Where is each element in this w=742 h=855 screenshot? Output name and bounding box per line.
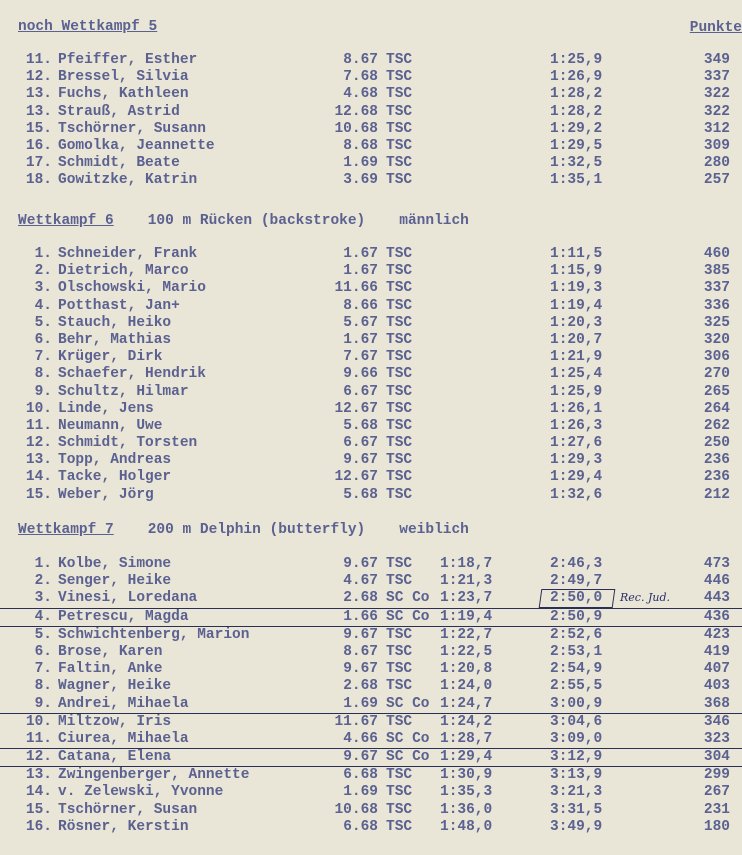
rank: 6. [34, 331, 52, 348]
final-time: 2:53,1 [550, 643, 603, 660]
rank: 1. [34, 556, 52, 572]
points-column-header: Punkte [689, 20, 742, 36]
result-row [0, 384, 742, 401]
birth-date: 2.68 [343, 590, 378, 607]
birth-date: 5.68 [343, 417, 378, 434]
points: 250 [703, 435, 730, 452]
club: TSC [386, 280, 413, 297]
athlete-name: Zwingenberger, Annette [58, 767, 250, 784]
final-time: 1:29,3 [550, 452, 603, 469]
final-time: 2:46,3 [550, 556, 603, 572]
rank: 13. [25, 86, 52, 103]
final-time: 1:11,5 [550, 246, 603, 262]
final-time: 3:00,9 [550, 695, 603, 712]
final-time: 3:21,3 [550, 784, 603, 801]
section-title: Wettkampf 6 100 m Rücken (backstroke) männlich [18, 213, 469, 229]
result-row [0, 714, 742, 731]
birth-date: 1.69 [343, 784, 378, 801]
final-time: 3:04,6 [550, 713, 603, 730]
club: TSC [386, 103, 413, 120]
results-list [0, 52, 742, 190]
athlete-name: Kolbe, Simone [58, 556, 172, 572]
rank: 8. [34, 678, 52, 695]
result-row [0, 644, 742, 661]
club: SC Co [386, 730, 430, 747]
points: 309 [703, 137, 730, 154]
club: SC Co [386, 590, 430, 607]
split-time: 1:19,4 [440, 608, 493, 625]
rank: 16. [25, 818, 52, 835]
result-row [0, 573, 742, 590]
split-time: 1:18,7 [440, 556, 493, 572]
athlete-name: Schmidt, Torsten [58, 435, 198, 452]
athlete-name: Neumann, Uwe [58, 417, 163, 434]
handwritten-record-box [539, 589, 616, 608]
athlete-name: Gomolka, Jeannette [58, 137, 215, 154]
final-time: 1:29,4 [550, 469, 603, 486]
club: TSC [386, 713, 413, 730]
club: TSC [386, 643, 413, 660]
rank: 3. [34, 280, 52, 297]
result-row [0, 349, 742, 366]
athlete-name: Schwichtenberg, Marion [58, 626, 250, 643]
birth-date: 3.69 [343, 172, 378, 189]
birth-date: 11.66 [334, 280, 378, 297]
club: TSC [386, 469, 413, 486]
final-time: 1:29,5 [550, 137, 603, 154]
athlete-name: Faltin, Anke [58, 661, 163, 678]
birth-date: 5.67 [343, 314, 378, 331]
athlete-name: Gowitzke, Katrin [58, 172, 198, 189]
birth-date: 5.68 [343, 486, 378, 503]
result-row [0, 138, 742, 155]
birth-date: 8.68 [343, 137, 378, 154]
rank: 5. [34, 626, 52, 643]
result-row [0, 469, 742, 486]
result-row [0, 767, 742, 784]
points: 436 [703, 608, 730, 625]
final-time: 1:35,1 [550, 172, 603, 189]
final-time: 1:21,9 [550, 349, 603, 366]
split-time: 1:48,0 [440, 818, 493, 835]
handwritten-note: Rec. Jud. [620, 591, 670, 604]
final-time: 1:28,2 [550, 103, 603, 120]
athlete-name: Linde, Jens [58, 400, 154, 417]
result-row [0, 819, 742, 836]
final-time: 1:19,3 [550, 280, 603, 297]
points: 419 [703, 643, 730, 660]
athlete-name: Rösner, Kerstin [58, 818, 189, 835]
birth-date: 9.67 [343, 452, 378, 469]
final-time: 1:29,2 [550, 120, 603, 137]
points: 231 [703, 801, 730, 818]
result-row [0, 155, 742, 172]
rank: 9. [34, 383, 52, 400]
result-row [0, 280, 742, 297]
athlete-name: Schultz, Hilmar [58, 383, 189, 400]
result-row [0, 452, 742, 469]
final-time: 3:31,5 [550, 801, 603, 818]
rank: 14. [25, 469, 52, 486]
club: TSC [386, 155, 413, 172]
result-row [0, 246, 742, 263]
athlete-name: Schneider, Frank [58, 246, 198, 262]
club: TSC [386, 486, 413, 503]
result-row [0, 121, 742, 138]
birth-date: 8.66 [343, 297, 378, 314]
rank: 12. [25, 435, 52, 452]
split-time: 1:28,7 [440, 730, 493, 747]
final-time: 1:20,7 [550, 331, 603, 348]
rank: 12. [25, 69, 52, 86]
result-row [0, 802, 742, 819]
rank: 4. [34, 297, 52, 314]
final-time: 1:27,6 [550, 435, 603, 452]
birth-date: 1.66 [343, 608, 378, 625]
athlete-name: Weber, Jörg [58, 486, 154, 503]
rank: 1. [34, 246, 52, 262]
birth-date: 12.67 [334, 469, 378, 486]
points: 337 [703, 280, 730, 297]
rank: 4. [34, 608, 52, 625]
final-time: 3:09,0 [550, 730, 603, 747]
athlete-name: Olschowski, Mario [58, 280, 206, 297]
rank: 15. [25, 801, 52, 818]
split-time: 1:30,9 [440, 767, 493, 784]
club: TSC [386, 297, 413, 314]
result-row [0, 69, 742, 86]
result-row [0, 332, 742, 349]
points: 267 [703, 784, 730, 801]
final-time: 3:49,9 [550, 818, 603, 835]
result-row [0, 104, 742, 121]
athlete-name: Dietrich, Marco [58, 263, 189, 280]
points: 322 [703, 86, 730, 103]
result-row [0, 435, 742, 452]
athlete-name: Behr, Mathias [58, 331, 172, 348]
section-title: noch Wettkampf 5 [18, 19, 158, 35]
birth-date: 4.68 [343, 86, 378, 103]
result-row [0, 784, 742, 801]
points: 336 [703, 297, 730, 314]
athlete-name: Tschörner, Susan [58, 801, 198, 818]
points: 304 [703, 749, 730, 766]
rank: 7. [34, 349, 52, 366]
points: 460 [703, 246, 730, 262]
result-row [0, 749, 742, 767]
athlete-name: Vinesi, Loredana [58, 590, 198, 607]
result-row [0, 52, 742, 69]
club: TSC [386, 767, 413, 784]
athlete-name: Topp, Andreas [58, 452, 172, 469]
birth-date: 10.68 [334, 120, 378, 137]
athlete-name: Ciurea, Mihaela [58, 730, 189, 747]
birth-date: 4.66 [343, 730, 378, 747]
result-row [0, 298, 742, 315]
club: SC Co [386, 608, 430, 625]
result-row [0, 661, 742, 678]
split-time: 1:22,7 [440, 626, 493, 643]
rank: 16. [25, 137, 52, 154]
points: 180 [703, 818, 730, 835]
club: TSC [386, 69, 413, 86]
final-time: 1:25,4 [550, 366, 603, 383]
birth-date: 12.68 [334, 103, 378, 120]
points: 385 [703, 263, 730, 280]
split-time: 1:36,0 [440, 801, 493, 818]
club: SC Co [386, 749, 430, 766]
final-time: 2:55,5 [550, 678, 603, 695]
club: TSC [386, 417, 413, 434]
split-time: 1:21,3 [440, 573, 493, 590]
points: 349 [703, 52, 730, 68]
club: TSC [386, 678, 413, 695]
split-time: 1:22,5 [440, 643, 493, 660]
points: 236 [703, 469, 730, 486]
points: 264 [703, 400, 730, 417]
club: TSC [386, 172, 413, 189]
final-time: 1:26,1 [550, 400, 603, 417]
points: 257 [703, 172, 730, 189]
athlete-name: Catana, Elena [58, 749, 172, 766]
points: 346 [703, 713, 730, 730]
result-row [0, 263, 742, 280]
birth-date: 6.68 [343, 767, 378, 784]
split-time: 1:23,7 [440, 590, 493, 607]
final-time: 1:26,9 [550, 69, 603, 86]
rank: 8. [34, 366, 52, 383]
split-time: 1:24,7 [440, 695, 493, 712]
final-time: 2:54,9 [550, 661, 603, 678]
points: 443 [703, 590, 730, 607]
athlete-name: Strauß, Astrid [58, 103, 180, 120]
club: TSC [386, 400, 413, 417]
club: TSC [386, 331, 413, 348]
birth-date: 8.67 [343, 643, 378, 660]
birth-date: 9.67 [343, 749, 378, 766]
final-time: 1:25,9 [550, 383, 603, 400]
birth-date: 9.67 [343, 626, 378, 643]
rank: 12. [25, 749, 52, 766]
athlete-name: v. Zelewski, Yvonne [58, 784, 224, 801]
result-row [0, 86, 742, 103]
result-row [0, 315, 742, 332]
points: 320 [703, 331, 730, 348]
rank: 5. [34, 314, 52, 331]
club: TSC [386, 263, 413, 280]
athlete-name: Tacke, Holger [58, 469, 172, 486]
athlete-name: Senger, Heike [58, 573, 172, 590]
split-time: 1:35,3 [440, 784, 493, 801]
points: 368 [703, 695, 730, 712]
points: 322 [703, 103, 730, 120]
birth-date: 9.67 [343, 661, 378, 678]
final-time: 1:28,2 [550, 86, 603, 103]
points: 270 [703, 366, 730, 383]
club: TSC [386, 120, 413, 137]
club: TSC [386, 661, 413, 678]
rank: 15. [25, 486, 52, 503]
result-row [0, 678, 742, 695]
points: 299 [703, 767, 730, 784]
result-row [0, 487, 742, 504]
rank: 11. [25, 52, 52, 68]
final-time: 1:15,9 [550, 263, 603, 280]
final-time: 3:12,9 [550, 749, 603, 766]
athlete-name: Schaefer, Hendrik [58, 366, 206, 383]
birth-date: 11.67 [334, 713, 378, 730]
rank: 11. [25, 730, 52, 747]
final-time: 2:52,6 [550, 626, 603, 643]
athlete-name: Potthast, Jan+ [58, 297, 180, 314]
club: TSC [386, 86, 413, 103]
athlete-name: Bressel, Silvia [58, 69, 189, 86]
rank: 7. [34, 661, 52, 678]
rank: 13. [25, 452, 52, 469]
athlete-name: Tschörner, Susann [58, 120, 206, 137]
club: TSC [386, 137, 413, 154]
athlete-name: Miltzow, Iris [58, 713, 172, 730]
result-row [0, 731, 742, 749]
points: 407 [703, 661, 730, 678]
athlete-name: Andrei, Mihaela [58, 695, 189, 712]
rank: 13. [25, 103, 52, 120]
final-time: 1:25,9 [550, 52, 603, 68]
rank: 10. [25, 713, 52, 730]
result-row [0, 696, 742, 714]
birth-date: 10.68 [334, 801, 378, 818]
birth-date: 6.67 [343, 383, 378, 400]
result-row [0, 556, 742, 573]
club: TSC [386, 452, 413, 469]
athlete-name: Schmidt, Beate [58, 155, 180, 172]
rank: 17. [25, 155, 52, 172]
birth-date: 8.67 [343, 52, 378, 68]
club: TSC [386, 784, 413, 801]
club: TSC [386, 556, 413, 572]
athlete-name: Fuchs, Kathleen [58, 86, 189, 103]
rank: 11. [25, 417, 52, 434]
athlete-name: Brose, Karen [58, 643, 163, 660]
athlete-name: Stauch, Heiko [58, 314, 172, 331]
birth-date: 9.66 [343, 366, 378, 383]
birth-date: 1.67 [343, 246, 378, 262]
points: 323 [703, 730, 730, 747]
birth-date: 2.68 [343, 678, 378, 695]
club: TSC [386, 52, 413, 68]
rank: 6. [34, 643, 52, 660]
split-time: 1:24,0 [440, 678, 493, 695]
birth-date: 7.67 [343, 349, 378, 366]
points: 265 [703, 383, 730, 400]
rank: 2. [34, 573, 52, 590]
points: 306 [703, 349, 730, 366]
result-row [0, 627, 742, 644]
rank: 9. [34, 695, 52, 712]
points: 312 [703, 120, 730, 137]
club: TSC [386, 314, 413, 331]
split-time: 1:29,4 [440, 749, 493, 766]
points: 262 [703, 417, 730, 434]
final-time: 1:26,3 [550, 417, 603, 434]
athlete-name: Wagner, Heike [58, 678, 172, 695]
final-time: 2:50,0 [550, 590, 603, 607]
final-time: 1:19,4 [550, 297, 603, 314]
athlete-name: Pfeiffer, Esther [58, 52, 198, 68]
birth-date: 4.67 [343, 573, 378, 590]
final-time: 3:13,9 [550, 767, 603, 784]
birth-date: 12.67 [334, 400, 378, 417]
athlete-name: Petrescu, Magda [58, 608, 189, 625]
rank: 15. [25, 120, 52, 137]
club: TSC [386, 818, 413, 835]
points: 337 [703, 69, 730, 86]
club: TSC [386, 435, 413, 452]
points: 473 [703, 556, 730, 572]
split-time: 1:24,2 [440, 713, 493, 730]
rank: 10. [25, 400, 52, 417]
rank: 14. [25, 784, 52, 801]
section-title: Wettkampf 7 200 m Delphin (butterfly) weiblich [18, 522, 469, 538]
final-time: 1:32,6 [550, 486, 603, 503]
points: 423 [703, 626, 730, 643]
results-list [0, 246, 742, 504]
final-time: 2:50,9 [550, 608, 603, 625]
rank: 2. [34, 263, 52, 280]
birth-date: 1.67 [343, 331, 378, 348]
final-time: 1:20,3 [550, 314, 603, 331]
club: TSC [386, 383, 413, 400]
club: TSC [386, 366, 413, 383]
club: TSC [386, 573, 413, 590]
birth-date: 1.67 [343, 263, 378, 280]
athlete-name: Krüger, Dirk [58, 349, 163, 366]
final-time: 2:49,7 [550, 573, 603, 590]
result-row [0, 366, 742, 383]
club: SC Co [386, 695, 430, 712]
birth-date: 7.68 [343, 69, 378, 86]
club: TSC [386, 626, 413, 643]
club: TSC [386, 349, 413, 366]
rank: 13. [25, 767, 52, 784]
points: 280 [703, 155, 730, 172]
birth-date: 1.69 [343, 695, 378, 712]
result-row [0, 609, 742, 627]
club: TSC [386, 246, 413, 262]
points: 212 [703, 486, 730, 503]
club: TSC [386, 801, 413, 818]
points: 325 [703, 314, 730, 331]
birth-date: 9.67 [343, 556, 378, 572]
birth-date: 6.67 [343, 435, 378, 452]
split-time: 1:20,8 [440, 661, 493, 678]
points: 403 [703, 678, 730, 695]
points: 446 [703, 573, 730, 590]
rank: 3. [34, 590, 52, 607]
birth-date: 1.69 [343, 155, 378, 172]
final-time: 1:32,5 [550, 155, 603, 172]
birth-date: 6.68 [343, 818, 378, 835]
result-row [0, 172, 742, 189]
points: 236 [703, 452, 730, 469]
result-row [0, 401, 742, 418]
rank: 18. [25, 172, 52, 189]
result-row [0, 418, 742, 435]
